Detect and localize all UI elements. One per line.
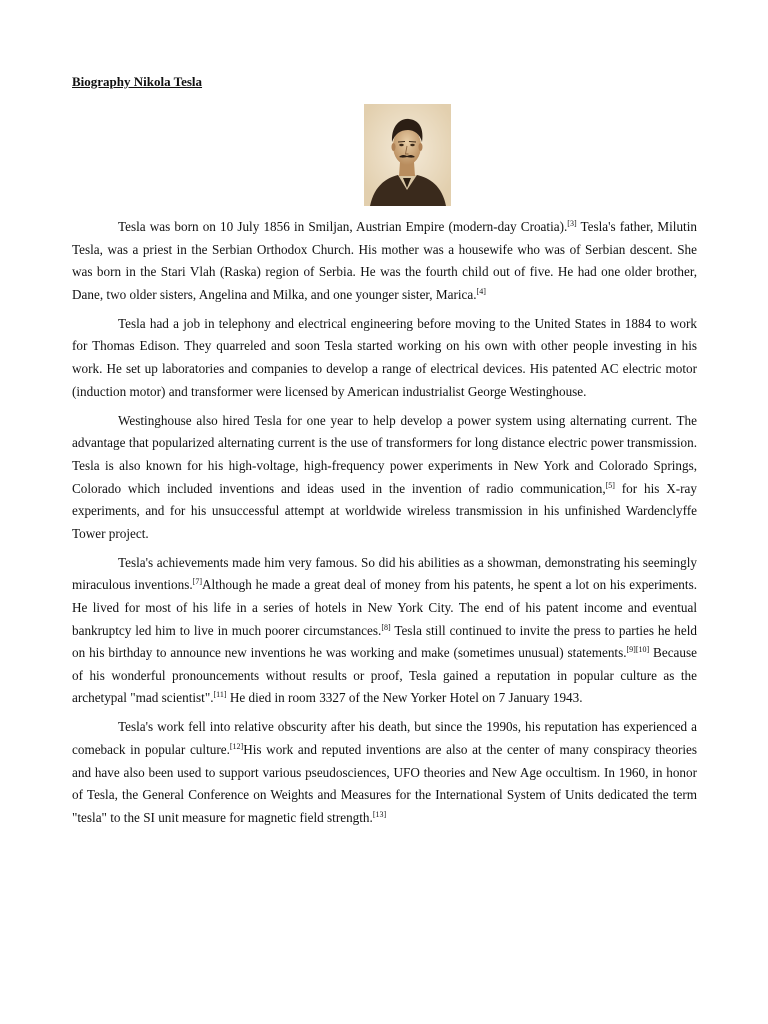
paragraph-text: He died in room 3327 of the New Yorker Hotel on 7 January 1943. <box>226 690 583 706</box>
citation-ref: [3] <box>567 219 577 228</box>
paragraph <box>72 313 697 403</box>
paragraph-text: His work and reputed inventions are also at the center of many conspiracy theories and have also been used to support various pseudosciences, UFO theories and New Age occultism. In 1960, in honor of Tesla, the General Conference on Weights and Measures for the International System of Units dedicated the term "tesla" to the SI unit measure for magnetic field strength. <box>72 742 698 825</box>
paragraph-text: Westinghouse also hired Tesla for one year to help develop a power system using alternating current. The advantage that popularized alternating current is the use of transformers for long distance electric power transmission. Tesla is also known for his high-voltage, high-frequency power experiments in New York and Colorado Springs, Colorado which included inventions and ideas used in the invention of radio communication, <box>72 412 697 496</box>
citation-ref: [12] <box>229 742 244 752</box>
citation-ref: [7] <box>192 577 202 587</box>
paragraph-text: Tesla had a job in telephony and electrical engineering before moving to the United States in 1884 to work for Thomas Edison. They quarreled and soon Tesla started working on his own with other people investing in his work. He set up laboratories and companies to develop a range of electrical devices. His patented AC electric motor (induction motor) and transformer were licensed by American industrialist George Westinghouse. <box>72 315 697 399</box>
paragraph-text: Tesla still continued to invite the press to parties he held on his birthday to announce new inventions he was working and make (sometimes unusual) statements. <box>72 622 697 661</box>
citation-ref: [11] <box>213 690 227 700</box>
paragraph-text: Because of his wonderful pronouncements without results or proof, Tesla gained a reputation in popular culture as the archetypal "mad scientist". <box>72 645 697 706</box>
paragraph <box>72 410 697 546</box>
paragraph <box>72 716 697 829</box>
document-body <box>72 216 697 836</box>
document-title: Biography Nikola Tesla <box>72 74 203 89</box>
citation-ref: [13] <box>372 809 387 819</box>
paragraph-text: for his X-ray experiments, and for his unsuccessful attempt at worldwide wireless transmission in his unfinished Wardenclyffe Tower project. <box>72 480 697 541</box>
paragraph <box>72 552 697 710</box>
citation-ref: [4] <box>476 286 486 296</box>
citation-ref: [8] <box>381 622 391 632</box>
paragraph-text: Tesla's work fell into relative obscurity after his death, but since the 1990s, his reputation has experienced a comeback in popular culture. <box>72 719 697 758</box>
citation-ref: [9][10] <box>626 645 650 655</box>
citation-ref: [5] <box>605 480 615 490</box>
paragraph <box>72 216 697 306</box>
portrait-image <box>364 104 451 206</box>
paragraph-text: Tesla's achievements made him very famous. So did his abilities as a showman, demonstrating his seemingly miraculous inventions. <box>72 554 697 593</box>
paragraph-text: Tesla was born on 10 July 1856 in Smiljan, Austrian Empire (modern-day Croatia). <box>118 219 568 234</box>
paragraph-text: Tesla's father, Milutin Tesla, was a priest in the Serbian Orthodox Church. His mother was a housewife who was of Serbian descent. She was born in the Stari Vlah (Raska) region of Serbia. He was the fourth child out of five. He had one older brother, Dane, two older sisters, Angelina and Milka, and one younger sister, Marica. <box>72 219 697 302</box>
paragraph-text: Although he made a great deal of money from his patents, he spent a lot on his experiments. He lived for most of his life in a series of hotels in New York City. The end of his patent income and eventual bankruptcy led him to live in much poorer circumstances. <box>72 577 697 638</box>
